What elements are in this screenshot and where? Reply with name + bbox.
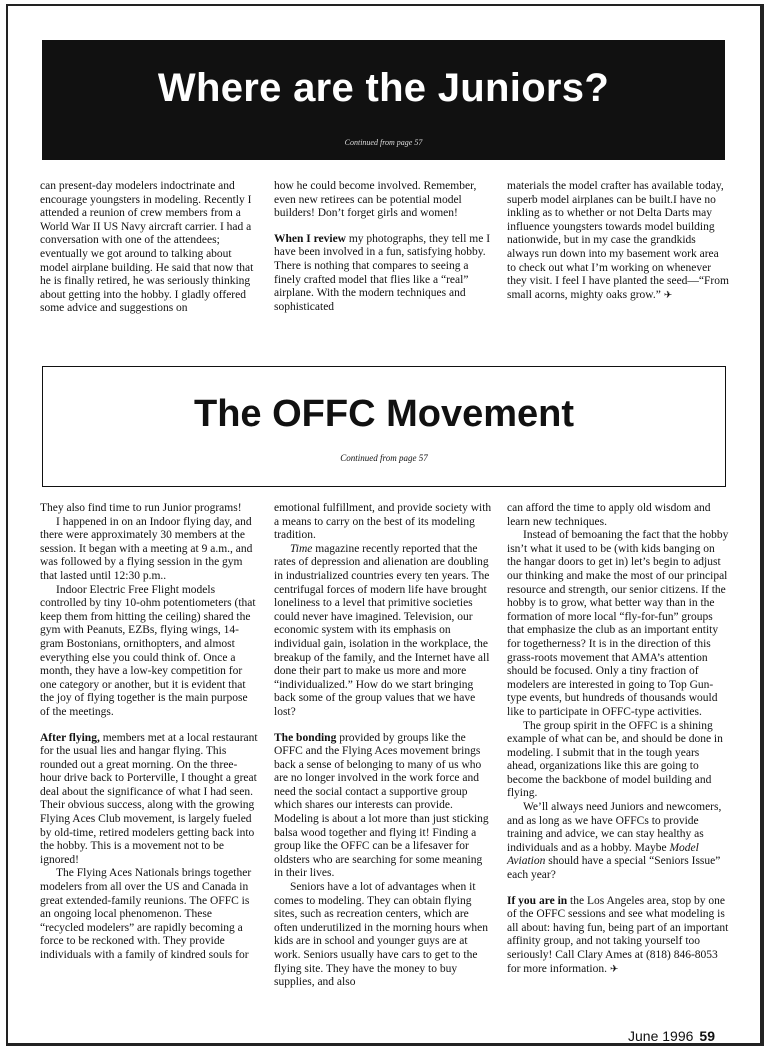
article2-col1-para3: Indoor Electric Free Flight models controlled by tiny 10-ohm potentiometers (that keep them from hitting the ceiling) shared the gym with Peanuts, EZBs, flying wings, 14-gram Bostonians, ornithopters, and almost everything else you could think of. Once a month, they have a low-key competition for one category or another, but it is evident that the joy of flying together is the main purpose of the meetings. <box>40 583 256 718</box>
article2-column-3 <box>507 502 729 976</box>
article2-col3-para2: Instead of bemoaning the fact that the hobby isn’t what it used to be (with kids banging on the hangar doors to get in) let’s begin to adjust our thinking and make the most of our principal resource and strength, our senior citizens. If the hobby is to grow, what better way than in the formation of more local “fly-for-fun” groups that emphasize the club as an important entity for togetherness? It is in the direction of this grass-roots movement that AMA’s attention should be focused. Only a tiny fraction of modelers are interested in going to Top Gun-type events, but hundreds of thousands would like to participate in OFFC-type activities. <box>507 529 729 718</box>
article2-continued: Continued from page 57 <box>340 453 428 463</box>
article1-column-2 <box>274 180 494 314</box>
article2-col2-para3-rest: provided by groups like the OFFC and the Flying Aces movement brings back a sense of belonging to many of us who are no longer involved in the work force and need the social contact a supportive group which shares our interests can provide. Modeling is about a lot more than just sticking balsa wood together and flying it! Finding a group like the OFFC can be a lifesaver for oldsters who are searching for some meaning in their lives. <box>274 731 489 880</box>
article2-col1-rest: members met at a local restaurant for the usual lies and hangar flying. This rounded out a great morning. On the three-hour drive back to Porterville, I thought a great deal about the significance of what I had seen. Their obvious success, along with the growing Flying Aces Club movement, is largely fueled by old-time, retired modelers getting back into the hobby. This is a movement not to be ignored! <box>40 731 258 866</box>
article2-col1-para5: The Flying Aces Nationals brings together modelers from all over the US and Canada in great extended-family reunions. The OFFC is an ongoing local phenomenon. These “recycled modelers” are rapidly becoming a force to be reckoned with. They provide individuals with a family of kindred souls for <box>40 867 252 961</box>
article2-col3-para5-rest: the Los Angeles area, stop by one of the OFFC sessions and see what modeling is all about: having fun, being part of an important affinity group, and not taking yourself too seriously! Call Clary Ames at (818) 846-8053 for more information. <box>507 894 729 975</box>
article2-col3-para1: can afford the time to apply old wisdom and learn new techniques. <box>507 502 711 528</box>
plane-end-icon: ✈ <box>609 963 619 975</box>
article2-col1-para2: I happened in on an Indoor flying day, and there were approximately 30 members at the session. It began with a meeting at 9 a.m., and was followed by a flying session in the gym that lasted until 12:30 p.m.. <box>40 515 253 582</box>
article2-col3-italic: Model Aviation <box>507 841 699 868</box>
plane-end-icon: ✈ <box>663 289 673 301</box>
article2-col2-lead: The bonding <box>274 731 337 744</box>
article2-col2-para1: emotional fulfillment, and provide society with a means to carry on the best of its modeling tradition. <box>274 502 492 542</box>
article2-col2-para3 <box>274 732 494 882</box>
article2-col3-para4 <box>507 801 729 883</box>
article2-column-1 <box>40 502 258 963</box>
article2-col3-lead: If you are in <box>507 894 568 907</box>
article2-col3-para3: The group spirit in the OFFC is a shining example of what can be, and should be done in modeling. I submit that in the tough years ahead, organizations like this are going to become the backbone of model building and flying. <box>507 719 723 800</box>
article1-col2-para2 <box>274 233 494 315</box>
issue-date: June 1996 <box>628 1028 694 1044</box>
article1-column-3 <box>507 180 729 302</box>
article2-col2-italic: Time <box>290 542 313 555</box>
article2-column-2 <box>274 502 494 990</box>
article1-column-1 <box>40 180 258 316</box>
article1-col2-lead: When I review <box>274 232 346 245</box>
article2-col3-para4-b: should have a special “Seniors Issue” each year? <box>507 855 721 882</box>
article2-title: The OFFC Movement <box>193 393 575 435</box>
article1-col1-text: can present-day modelers indoctrinate and encourage youngsters in modeling. Recently I attended a reunion of crew members from a World War II US Navy aircraft carrier. I had a conversation with one of the attendees; eventually we got around to talking about model airplane building. He said that now that he is finally retired, he was seriously thinking about getting into the hobby. I gladly offered some advice and suggestions on <box>40 180 254 315</box>
article1-col2-rest: my photographs, they tell me I have been involved in a fun, satisfying hobby. There is nothing that compares to seeing a finely crafted model that flies like a “real” airplane. With the modern techniques and sophisticated <box>274 232 491 313</box>
article2-banner <box>42 366 726 487</box>
article2-col3-para5 <box>507 895 729 977</box>
article2-col3-para4-a: We’ll always need Juniors and newcomers, and as long as we have OFFCs to provide training and advice, we can stay healthy as individuals and as a hobby. Maybe <box>507 801 722 854</box>
article1-col3-body: materials the model crafter has available today, superb model airplanes can be built.I have no inkling as to whether or not Delta Darts may influence youngsters towards model building nationwide, but in my case the grandkids always run down into my basement work area to check out what I’m working on whenever they visit. I feel I have planted the seed—“From small acorns, mighty oaks grow.” <box>507 180 729 301</box>
article2-col1-para1: They also find time to run Junior programs! <box>40 502 242 514</box>
page-number: 59 <box>699 1028 715 1044</box>
article2-col2-para2 <box>274 543 494 720</box>
article2-col1-para4 <box>40 732 258 868</box>
article1-col3-text <box>507 180 729 302</box>
article2-col2-para2-rest: magazine recently reported that the rates of depression and alienation are doubling in industrialized countries every ten years. The centrifugal forces of modern life have brought loneliness to a level that primitive societies could never have imagined. Television, our economic system with its emphasis on individual gain, isolation in the workplace, the breakup of the family, and the Internet have all done their part to make us more and more “individualized.” How do we start bringing back some of the group values that we have lost? <box>274 542 490 718</box>
article1-continued: Continued from page 57 <box>344 138 423 147</box>
article1-col2-para1: how he could become involved. Remember, even new retirees can be potential model builders! Don’t forget girls and women! <box>274 180 477 220</box>
article1-title: Where are the Juniors? <box>157 66 610 110</box>
article2-col2-para4: Seniors have a lot of advantages when it comes to modeling. They can obtain flying sites, such as recreation centers, which are often underutilized in the morning hours when kids are in school and younger guys are at work. Seniors usually have cars to get to the flying site. They have the money to buy supplies, and also <box>274 881 488 989</box>
page-footer <box>628 1028 715 1044</box>
article1-banner <box>42 40 725 160</box>
article2-col1-lead: After flying, <box>40 731 100 744</box>
